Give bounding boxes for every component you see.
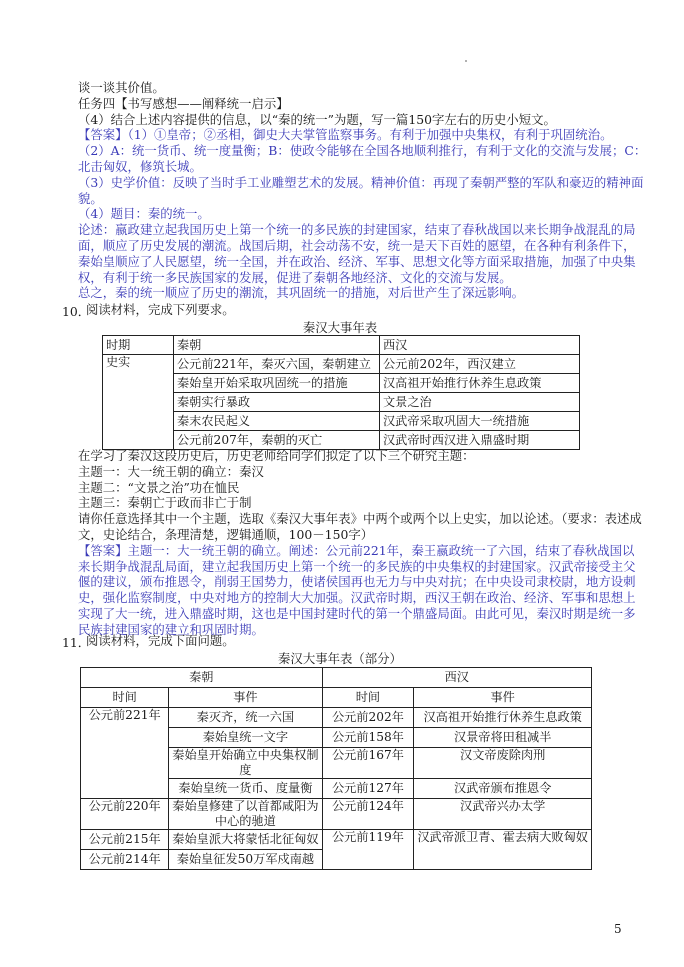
han-event: 汉文帝废除肉刑: [414, 748, 592, 779]
han-fact: 公元前202年，西汉建立: [380, 355, 580, 374]
han-fact: 汉武帝采取巩固大一统措施: [380, 412, 580, 431]
qin-time: 公元前215年: [81, 830, 169, 850]
text-line: 在学习了秦汉这段历史后，历史老师给同学们拟定了以下三个研究主题：: [78, 448, 475, 463]
table-row: [103, 412, 580, 431]
text-line: 来长期争战混乱局面，建立起我国历史上第一个统一的多民族的中央集权的封建国家。汉武帝接受主父: [78, 558, 636, 574]
text-line: （3）史学价值：反映了当时手工业雕塑艺术的发展。精神价值：再现了秦朝严整的军队和豪迈的精神面: [78, 174, 644, 190]
qin-time: 公元前220年: [81, 799, 169, 830]
text-line: 民族封建国家的建立和巩固时期。: [78, 621, 264, 637]
qin-fact: 公元前207年，秦朝的灭亡: [174, 431, 380, 450]
col-header-event: 事件: [169, 688, 322, 708]
qin-event: 秦始皇开始确立中央集权制度: [169, 748, 322, 779]
text-line: 北击匈奴，修筑长城。: [78, 158, 202, 174]
text-line: 总之，秦的统一顺应了历史的潮流，其巩固统一的措施，对后世产生了深远影响。: [78, 285, 525, 301]
answer-section-q9: [78, 80, 647, 301]
han-time: 公元前202年: [322, 708, 414, 728]
question-10-prompt: 阅读材料，完成下列要求。: [86, 302, 235, 317]
page-number: 5: [614, 922, 622, 936]
text-line: 请你任意选择其中一个主题，选取《秦汉大事年表》中两个或两个以上史实，加以论述。（要求：表述成: [78, 511, 642, 527]
text-line: 貌。: [78, 190, 103, 206]
table-row: [81, 708, 592, 728]
text-line: 论述：嬴政建立起我国历史上第一个统一的多民族的封建国家，结束了春秋战国以来长期争战混乱的局: [78, 222, 636, 238]
question-11-prompt: 阅读材料，完成下面问题。: [86, 633, 235, 648]
text-line: 文，史论结合，条理清楚，逻辑通顺，100－150字）: [78, 526, 374, 542]
qin-event: 秦始皇派大将蒙恬北征匈奴: [169, 830, 322, 850]
text-line: 主题三：秦朝亡于政而非亡于制: [78, 495, 252, 511]
qin-fact: 公元前221年，秦灭六国，秦朝建立: [174, 355, 380, 374]
question-10-number: 10．: [62, 304, 91, 319]
table-row: [81, 799, 592, 830]
text-line: 任务四【书写感想——阐释统一启示】: [78, 95, 289, 111]
table-header-row: [103, 336, 580, 355]
qin-time: 公元前214年: [81, 850, 169, 870]
group-header-han: 西汉: [322, 668, 591, 688]
qin-fact: 秦始皇开始采取巩固统一的措施: [174, 374, 380, 393]
col-header-time: 时间: [322, 688, 414, 708]
text-line: （4）题目：秦的统一。: [78, 206, 210, 222]
table-1-title: 秦汉大事年表: [302, 320, 378, 335]
table-row: [103, 374, 580, 393]
text-line: 偃的建议，颁布推恩令，削弱王国势力，使诸侯国再也无力与中央对抗；在中央设司隶校尉，地方设刺: [78, 574, 636, 590]
table-row: [103, 393, 580, 412]
han-event: 汉景帝将田租减半: [414, 728, 592, 748]
qin-event: 秦始皇统一文字: [169, 728, 322, 748]
group-header-row: [81, 668, 592, 688]
table-2-title: 秦汉大事年表（部分）: [278, 651, 402, 666]
text-line: 权，有利于统一多民族国家的发展，促进了秦朝各地经济、文化的交流与发展。: [78, 269, 512, 285]
qin-event: 秦灭齐，统一六国: [169, 708, 322, 728]
question-10-body: [78, 448, 642, 638]
header-period: 时期: [103, 336, 174, 355]
group-header-qin: 秦朝: [81, 668, 323, 688]
text-line: 面，顺应了历史发展的潮流。战国后期，社会动荡不安，统一是天下百姓的愿望，在各种有利条件下，: [78, 237, 636, 253]
han-fact: 文景之治: [380, 393, 580, 412]
han-event: 汉武帝派卫青、霍去病大败匈奴: [414, 830, 592, 870]
text-line: 史，强化监察制度，中央对地方的控制大大加强。汉武帝时期，西汉王朝在政治、经济、军事和思想上: [78, 590, 636, 606]
text-line: （4）结合上述内容提供的信息，以“秦的统一”为题，写一篇150字左右的历史小短文。: [78, 111, 556, 127]
qin-han-events-table: [102, 335, 580, 450]
han-time: 公元前167年: [322, 748, 414, 779]
han-time: 公元前158年: [322, 728, 414, 748]
header-qin: 秦朝: [174, 336, 380, 355]
han-event: 汉武帝颁布推恩令: [414, 779, 592, 799]
header-western-han: 西汉: [380, 336, 580, 355]
han-fact: 汉高祖开始推行休养生息政策: [380, 374, 580, 393]
table-row: [81, 830, 592, 850]
text-line: 【答案】（1）①皇帝；②丞相，御史大夫掌管监察事务。有利于加强中央集权，有利于巩固统治。: [78, 127, 613, 143]
question-11-number: 11．: [62, 635, 91, 650]
qin-time: 公元前221年: [81, 708, 169, 799]
qin-han-events-table-partial: [80, 667, 592, 870]
text-line: 主题一：大一统王朝的确立：秦汉: [78, 463, 264, 479]
scan-dot: [465, 60, 467, 62]
han-time: 公元前124年: [322, 799, 414, 830]
text-line: 秦始皇顺应了人民愿望，统一全国，并在政治、经济、军事、思想文化等方面采取措施，加强了中央集: [78, 253, 636, 269]
text-line: （2）A：统一货币、统一度量衡；B：使政令能够在全国各地顺利推行，有利于文化的交流与发展；C：: [78, 143, 647, 159]
qin-event: 秦始皇征发50万军戍南越: [169, 850, 322, 870]
han-time: 公元前127年: [322, 779, 414, 799]
col-header-event: 事件: [414, 688, 592, 708]
table-row: [103, 431, 580, 450]
qin-fact: 秦末农民起义: [174, 412, 380, 431]
text-line: 谈一谈其价值。: [78, 80, 165, 95]
table-row: [103, 355, 580, 374]
text-line: 【答案】主题一：大一统王朝的确立。阐述：公元前221年，秦王嬴政统一了六国，结束了春秋战国以: [78, 542, 635, 558]
column-header-row: [81, 688, 592, 708]
text-line: 主题二：“文景之治”功在恤民: [78, 479, 240, 495]
text-line: 实现了大一统，进入鼎盛时期，这也是中国封建时代的第一个鼎盛局面。由此可见，秦汉时期是统一多: [78, 605, 636, 621]
han-event: 汉武帝兴办太学: [414, 799, 592, 830]
qin-event: 秦始皇统一货币、度量衡: [169, 779, 322, 799]
qin-fact: 秦朝实行暴政: [174, 393, 380, 412]
qin-event: 秦始皇修建了以首都咸阳为中心的驰道: [169, 799, 322, 830]
han-event: 汉高祖开始推行休养生息政策: [414, 708, 592, 728]
col-header-time: 时间: [81, 688, 169, 708]
row-label-facts: 史实: [103, 355, 174, 450]
han-time: 公元前119年: [322, 830, 414, 870]
han-fact: 汉武帝时西汉进入鼎盛时期: [380, 431, 580, 450]
